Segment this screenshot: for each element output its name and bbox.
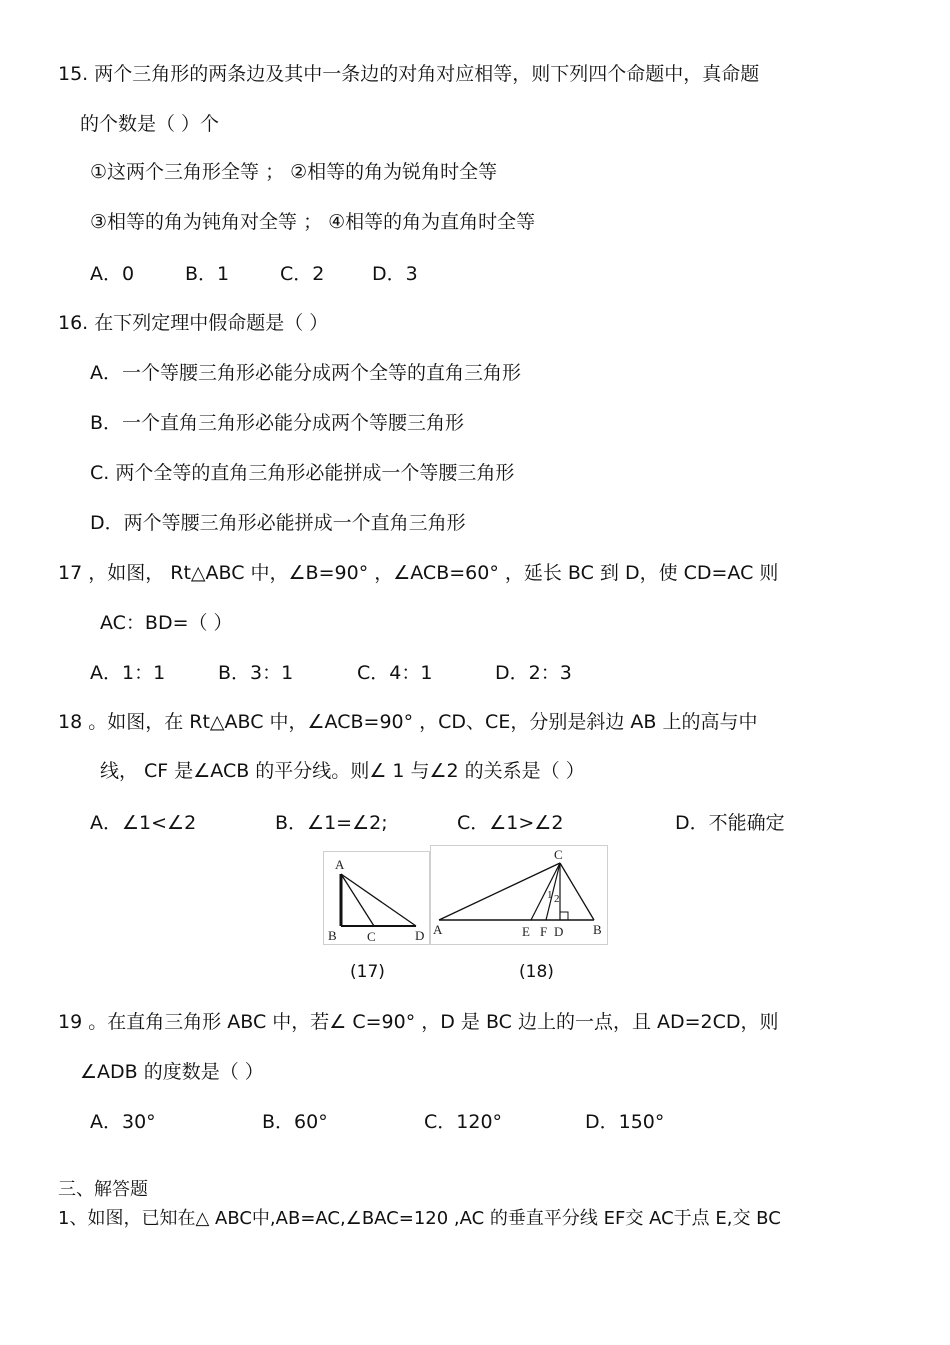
q19-line-1: 19 。在直角三角形 ABC 中，若∠ C=90° ，D 是 BC 边上的一点，且 AD=2CD，则	[58, 1011, 779, 1033]
section-3-question-1: 1、如图，已知在△ ABC中,AB=AC,∠BAC=120 ,AC 的垂直平分线 EF交 AC于点 E,交 BC	[58, 1208, 781, 1229]
section-3-heading: 三、解答题	[58, 1179, 148, 1200]
q19-option-a: A．30°	[90, 1111, 156, 1133]
figure-18-caption: (18)	[519, 962, 554, 982]
q15-option-d: D．3	[372, 263, 418, 285]
q17-options	[90, 661, 572, 685]
q15-options	[90, 262, 418, 286]
q18-option-b: B．∠1=∠2;	[275, 812, 388, 834]
fig18-label-d: D	[554, 924, 564, 939]
q19-option-b: B．60°	[262, 1111, 328, 1133]
figure-18-drawing	[431, 846, 607, 944]
q18-option-d: D．不能确定	[675, 812, 785, 834]
q15-option-b: B．1	[185, 263, 230, 285]
fig17-label-a: A	[335, 857, 345, 872]
q17-option-a: A．1：1	[90, 662, 166, 684]
fig18-side-bc	[560, 863, 594, 920]
q15-statement-3-4: ③相等的角为钝角对全等 ； ④相等的角为直角时全等	[90, 211, 536, 233]
fig18-angle-2-label: 2	[554, 893, 560, 905]
fig17-segment-ac	[341, 874, 374, 926]
q17-option-d: D．2：3	[495, 662, 572, 684]
q18-line-2: 线， CF 是∠ACB 的平分线。则∠ 1 与∠2 的关系是（ ）	[100, 760, 585, 782]
fig18-angle-1-label: 1	[547, 889, 553, 901]
q19-options	[90, 1110, 664, 1134]
q16-option-c: C. 两个全等的直角三角形必能拼成一个等腰三角形	[90, 462, 515, 484]
fig17-label-b: B	[328, 928, 337, 943]
figure-17-drawing	[324, 852, 429, 944]
figure-18	[430, 845, 608, 945]
fig18-label-a: A	[433, 922, 443, 937]
q16-line-1: 16. 在下列定理中假命题是（ ）	[58, 312, 329, 334]
q18-option-a: A．∠1<∠2	[90, 812, 197, 834]
figure-17	[323, 851, 430, 945]
q18-options	[90, 811, 785, 835]
q17-line-2: AC：BD=（ ）	[100, 612, 233, 634]
q16-option-d: D．两个等腰三角形必能拼成一个直角三角形	[90, 512, 466, 534]
fig17-label-c: C	[367, 929, 376, 944]
q16-option-b: B．一个直角三角形必能分成两个等腰三角形	[90, 412, 465, 434]
q15-option-c: C．2	[280, 263, 325, 285]
q17-line-1: 17 ，如图， Rt△ABC 中，∠B=90° ，∠ACB=60° ，延长 BC 到 D，使 CD=AC 则	[58, 562, 779, 584]
q15-statement-1-2: ①这两个三角形全等 ； ②相等的角为锐角时全等	[90, 161, 498, 183]
fig18-median-ce	[531, 863, 560, 920]
q18-option-c: C．∠1>∠2	[457, 812, 564, 834]
figure-17-caption: (17)	[350, 962, 385, 982]
q15-line-2: 的个数是（ ）个	[80, 113, 220, 135]
fig18-label-f: F	[540, 924, 548, 939]
fig18-label-b: B	[593, 922, 602, 937]
q15-option-a: A．0	[90, 263, 135, 285]
q19-line-2: ∠ADB 的度数是（ ）	[80, 1061, 264, 1083]
fig17-segment-ad	[341, 874, 416, 926]
q19-option-d: D．150°	[585, 1111, 665, 1133]
fig18-label-c: C	[554, 847, 563, 862]
fig17-label-d: D	[415, 928, 425, 943]
q19-option-c: C．120°	[424, 1111, 503, 1133]
q17-option-b: B．3：1	[218, 662, 294, 684]
q18-line-1: 18 。如图，在 Rt△ABC 中，∠ACB=90° ，CD、CE，分别是斜边 AB 上的高与中	[58, 711, 758, 733]
fig18-side-ac	[439, 863, 560, 920]
q16-option-a: A．一个等腰三角形必能分成两个全等的直角三角形	[90, 362, 521, 384]
q15-line-1: 15. 两个三角形的两条边及其中一条边的对角对应相等，则下列四个命题中，真命题	[58, 63, 760, 85]
q17-option-c: C．4：1	[357, 662, 433, 684]
fig18-right-angle-mark	[560, 912, 568, 920]
fig18-label-e: E	[522, 924, 530, 939]
